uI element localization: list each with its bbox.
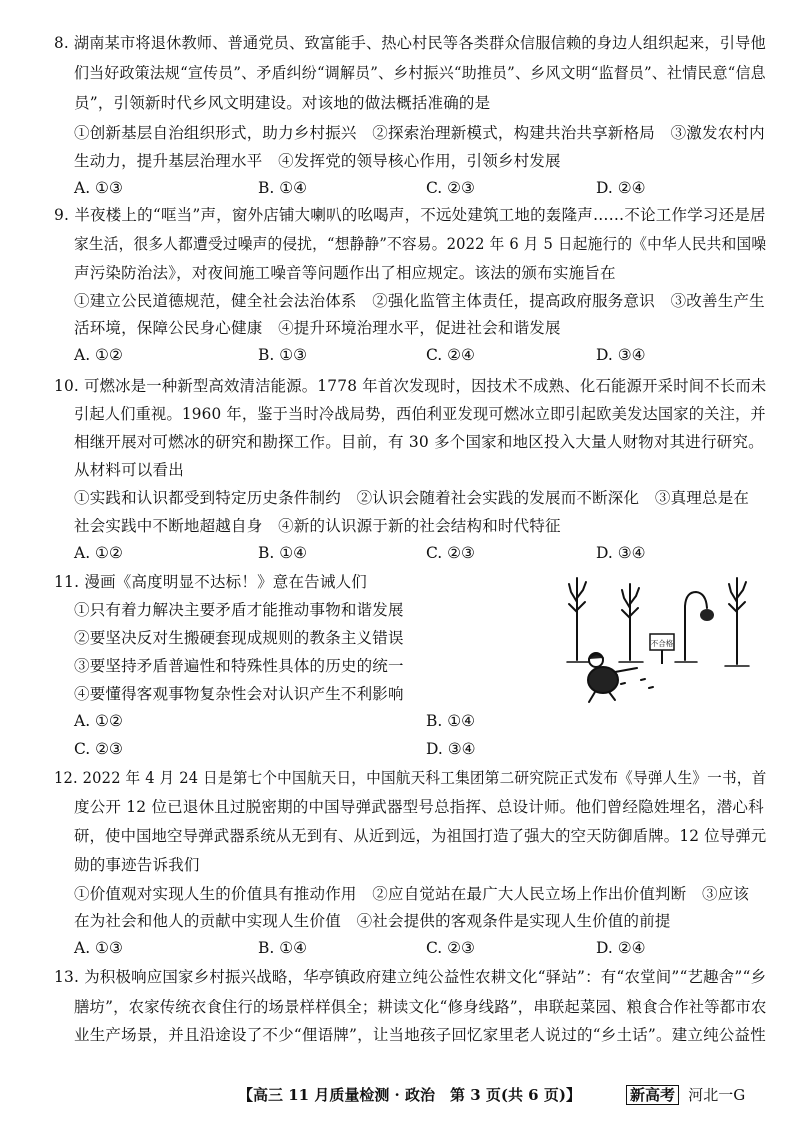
option-c[interactable]: C. ②③ — [426, 544, 475, 562]
option-d[interactable]: D. ②④ — [596, 179, 646, 197]
question-line: 9. 半夜楼上的“哐当”声，窗外店铺大喇叭的吆喝声，不远处建筑工地的轰隆声……不论工作学习还是居 — [54, 206, 766, 224]
question-line: ①价值观对实现人生的价值具有推动作用 ②应自觉站在最广大人民立场上作出价值判断 ③应该 — [74, 885, 750, 903]
question-line: 13. 为积极响应国家乡村振兴战略，华亭镇政府建立纯公益性农耕文化“驿站”：有“农堂间”“艺趣舍”“乡 — [54, 968, 767, 986]
question-line: ②要坚决反对生搬硬套现成规则的教条主义错误 — [74, 629, 404, 647]
question-line: ①建立公民道德规范，健全社会法治体系 ②强化监管主体责任，提高政府服务意识 ③改善生产生 — [74, 292, 765, 310]
question-line: 勋的事迹告诉我们 — [74, 856, 200, 874]
exam-type-badge: 新高考 — [626, 1085, 679, 1105]
question-line: 们当好政策法规“宣传员”、矛盾纠纷“调解员”、乡村振兴“助推员”、乡风文明“监督员”、社情民意“信息 — [74, 64, 766, 82]
option-d[interactable]: D. ③④ — [596, 346, 646, 364]
option-d[interactable]: D. ③④ — [596, 544, 646, 562]
person-body — [588, 667, 618, 693]
person-arm — [615, 668, 637, 672]
option-d[interactable]: D. ③④ — [426, 740, 476, 758]
option-a[interactable]: A. ①③ — [74, 179, 123, 197]
question-line: 业生产场景，并且沿途设了不少“俚语牌”，让当地孩子回忆家里老人说过的“乡土话”。建立纯公益性 — [74, 1026, 766, 1044]
option-b[interactable]: B. ①④ — [258, 179, 308, 197]
option-c[interactable]: C. ②③ — [426, 939, 475, 957]
option-b[interactable]: B. ①③ — [258, 346, 308, 364]
question-line: 度公开 12 位已退休且过脱密期的中国导弹武器型号总指挥、总设计师。他们曾经隐姓埋名，潜心科 — [74, 798, 764, 816]
question-line: 员”，引领新时代乡风文明建设。对该地的做法概括准确的是 — [74, 94, 491, 112]
cartoon-illustration — [555, 568, 760, 716]
question-line: 膳坊”，农家传统衣食住行的场景样样俱全；耕读文化“修身线路”，串联起菜园、粮食合作社等都市农 — [74, 998, 767, 1016]
question-line: 社会实践中不断地超越自身 ④新的认识源于新的社会结构和时代特征 — [74, 517, 561, 535]
question-line: ①只有着力解决主要矛盾才能推动事物和谐发展 — [74, 601, 404, 619]
question-line: 11. 漫画《高度明显不达标！》意在告诫人们 — [54, 573, 367, 591]
question-line: 引起人们重视。1960 年，鉴于当时冷战局势，西伯利亚发现可燃冰立即引起欧美发达国家的关注，并 — [74, 405, 766, 423]
option-b[interactable]: B. ①④ — [258, 544, 308, 562]
question-line: 声污染防治法》，对夜间施工噪音等问题作出了相应规定。该法的颁布实施旨在 — [74, 264, 616, 282]
question-line: 研，使中国地空导弹武器系统从无到有、从近到远，为祖国打造了强大的空天防御盾牌。12 位导弹元 — [74, 827, 767, 845]
option-a[interactable]: A. ①③ — [74, 939, 123, 957]
option-d[interactable]: D. ②④ — [596, 939, 646, 957]
option-c[interactable]: C. ②③ — [426, 179, 475, 197]
question-line: 相继开展对可燃冰的研究和勘探工作。目前，有 30 多个国家和地区投入大量人财物对其进行研究。 — [74, 433, 764, 451]
question-line: 生动力，提升基层治理水平 ④发挥党的领导核心作用，引领乡村发展 — [74, 152, 561, 170]
question-line: ①创新基层自治组织形式，助力乡村振兴 ②探索治理新模式，构建共治共享新格局 ③激发农村内 — [74, 124, 765, 142]
option-a[interactable]: A. ①② — [74, 712, 123, 730]
option-c[interactable]: C. ②④ — [426, 346, 475, 364]
question-line: 家生活，很多人都遭受过噪声的侵扰，“想静静”不容易。2022 年 6 月 5 日起施行的《中华人民共和国噪 — [74, 235, 767, 253]
question-line: 在为社会和他人的贡献中实现人生价值 ④社会提供的客观条件是实现人生价值的前提 — [74, 912, 671, 930]
option-c[interactable]: C. ②③ — [74, 740, 123, 758]
option-a[interactable]: A. ①② — [74, 544, 123, 562]
fruit-icon — [700, 609, 714, 621]
option-a[interactable]: A. ①② — [74, 346, 123, 364]
footer-region: 河北一G — [688, 1086, 746, 1104]
option-b[interactable]: B. ①④ — [426, 712, 476, 730]
question-line: ③要坚持矛盾普遍性和特殊性具体的历史的统一 — [74, 657, 404, 675]
footprints — [613, 675, 653, 688]
sign-text: 不合格 — [650, 639, 674, 648]
question-line: ①实践和认识都受到特定历史条件制约 ②认识会随着社会实践的发展而不断深化 ③真理总是在 — [74, 489, 750, 507]
question-line: 从材料可以看出 — [74, 461, 184, 479]
question-line: 活环境，保障公民身心健康 ④提升环境治理水平，促进社会和谐发展 — [74, 319, 561, 337]
question-line: 10. 可燃冰是一种新型高效清洁能源。1778 年首次发现时，因技术不成熟、化石能源开采时间不长而未 — [54, 377, 767, 395]
question-line: 12. 2022 年 4 月 24 日是第七个中国航天日，中国航天科工集团第二研究院正式发布《导弹人生》一书，首 — [54, 769, 767, 787]
question-line: ④要懂得客观事物复杂性会对认识产生不利影响 — [74, 685, 404, 703]
footer-badge — [626, 1085, 745, 1105]
question-line: 8. 湖南某市将退休教师、普通党员、致富能手、热心村民等各类群众信服信赖的身边人组织起来，引导他 — [54, 34, 766, 52]
bent-tree-trunk — [685, 592, 707, 660]
footer-title: 【高三 11 月质量检测 · 政治 第 3 页(共 6 页)】 — [238, 1086, 581, 1104]
option-b[interactable]: B. ①④ — [258, 939, 308, 957]
